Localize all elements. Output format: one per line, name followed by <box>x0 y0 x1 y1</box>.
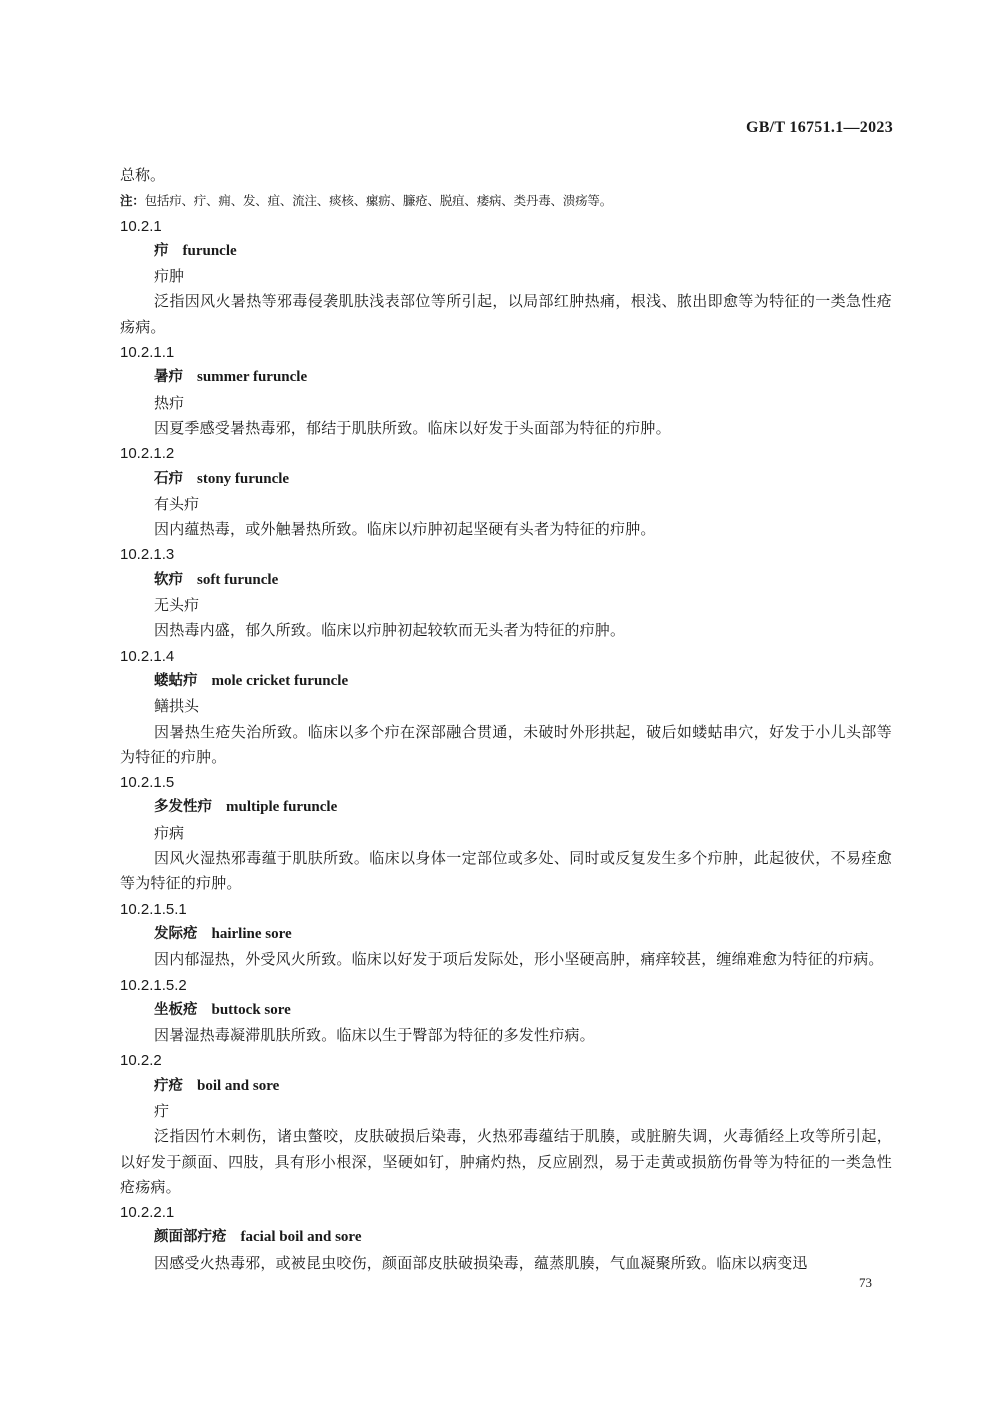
term-entry <box>120 214 892 340</box>
entry-term <box>120 795 892 820</box>
entry-definition: 因夏季感受暑热毒邪，郁结于肌肤所致。临床以好发于头面部为特征的疖肿。 <box>154 418 671 437</box>
entry-number: 10.2.1.2 <box>120 445 175 463</box>
note-label: 注： <box>120 193 145 209</box>
term-chinese: 疖 <box>154 242 169 259</box>
term-english: boil and sore <box>197 1077 280 1094</box>
continuation-text: 总称。 <box>120 166 166 184</box>
entry-number: 10.2.1.5 <box>120 774 175 792</box>
entry-synonym: 无头疖 <box>154 596 200 615</box>
note-text: 包括疖、疔、痈、发、疽、流注、痰核、瘰疬、臁疮、脱疽、痿病、类丹毒、溃疡等。 <box>144 193 613 209</box>
term-entry <box>120 973 892 1049</box>
term-chinese: 暑疖 <box>154 369 183 386</box>
entry-term <box>120 365 892 390</box>
term-english: mole cricket furuncle <box>211 672 349 689</box>
page-number: 73 <box>859 1275 872 1290</box>
entry-number: 10.2.2.1 <box>120 1204 175 1222</box>
term-chinese: 蝼蛄疖 <box>154 672 198 689</box>
term-entry <box>120 770 892 896</box>
entry-synonym: 有头疖 <box>154 494 200 513</box>
entry-synonym: 疖病 <box>154 823 185 842</box>
entry-term <box>120 239 892 264</box>
entry-term <box>120 1225 892 1250</box>
entry-definition: 泛指因竹木刺伤，诸虫螫咬，皮肤破损后染毒，火热邪毒蕴结于肌腠，或脏腑失调，火毒循经上攻等所引起，以好发于颜面、四肢，具有形小根深，坚硬如钉，肿痛灼热，反应剧烈，易于走黄或损筋伤骨等为特征的一类急性疮疡病。 <box>120 1127 892 1196</box>
term-entry <box>120 897 892 973</box>
entry-definition: 因内郁湿热，外受风火所致。临床以好发于项后发际处，形小坚硬高肿，痛痒较甚，缠绵难愈为特征的疖病。 <box>154 950 884 969</box>
term-chinese: 多发性疖 <box>154 799 212 816</box>
term-english: buttock sore <box>211 1001 291 1018</box>
term-chinese: 坐板疮 <box>154 1001 198 1018</box>
entry-number: 10.2.1.5.1 <box>120 900 187 918</box>
entry-number: 10.2.2 <box>120 1052 162 1070</box>
entry-term <box>120 669 892 694</box>
entry-definition: 因暑湿热毒凝滞肌肤所致。临床以生于臀部为特征的多发性疖病。 <box>154 1026 595 1045</box>
entry-term <box>120 998 892 1023</box>
entry-term <box>120 922 892 947</box>
entry-definition: 因风火湿热邪毒蕴于肌肤所致。临床以身体一定部位或多处、同时或反复发生多个疖肿，此起彼伏，不易痊愈等为特征的疖肿。 <box>120 849 892 893</box>
term-english: summer furuncle <box>197 369 308 386</box>
entry-definition: 因感受火热毒邪，或被昆虫咬伤，颜面部皮肤破损染毒，蕴蒸肌腠，气血凝聚所致。临床以病变迅 <box>154 1253 808 1272</box>
entry-term <box>120 1074 892 1099</box>
entry-number: 10.2.1.1 <box>120 344 175 362</box>
term-english: furuncle <box>182 242 237 259</box>
entry-definition: 因热毒内盛，郁久所致。临床以疖肿初起较软而无头者为特征的疖肿。 <box>154 621 626 640</box>
entry-definition: 因暑热生疮失治所致。临床以多个疖在深部融合贯通，未破时外形拱起，破后如蝼蛄串穴，好发于小儿头部等为特征的疖肿。 <box>120 722 892 766</box>
term-entry <box>120 441 892 542</box>
term-chinese: 发际疮 <box>154 925 198 942</box>
entry-synonym: 热疖 <box>154 393 185 412</box>
term-chinese: 疔疮 <box>154 1077 183 1094</box>
entry-synonym: 疔 <box>154 1101 170 1120</box>
term-chinese: 颜面部疔疮 <box>154 1229 227 1246</box>
term-english: multiple furuncle <box>226 799 338 816</box>
term-chinese: 软疖 <box>154 571 183 588</box>
term-english: stony furuncle <box>197 470 290 487</box>
entry-synonym: 鳝拱头 <box>154 697 200 716</box>
standard-number: GB/T 16751.1—2023 <box>745 119 893 136</box>
term-english: hairline sore <box>211 925 292 942</box>
entry-definition: 因内蕴热毒，或外触暑热所致。临床以疖肿初起坚硬有头者为特征的疖肿。 <box>154 520 656 539</box>
note <box>120 188 892 213</box>
entry-number: 10.2.1 <box>120 217 162 235</box>
term-chinese: 石疖 <box>154 470 183 487</box>
term-entry <box>120 1200 892 1276</box>
entry-definition: 泛指因风火暑热等邪毒侵袭肌肤浅表部位等所引起，以局部红肿热痛，根浅、脓出即愈等为特征的一类急性疮疡病。 <box>120 292 892 336</box>
entry-synonym: 疖肿 <box>154 267 185 286</box>
entry-number: 10.2.1.5.2 <box>120 976 187 994</box>
entry-number: 10.2.1.4 <box>120 647 175 665</box>
term-entry <box>120 1048 892 1200</box>
entry-term <box>120 568 892 593</box>
entry-term <box>120 467 892 492</box>
document-body <box>120 163 892 1276</box>
term-entry <box>120 542 892 643</box>
term-english: soft furuncle <box>197 571 279 588</box>
term-english: facial boil and sore <box>240 1229 362 1246</box>
term-entry <box>120 644 892 770</box>
term-entry <box>120 340 892 441</box>
entry-number: 10.2.1.3 <box>120 546 175 564</box>
